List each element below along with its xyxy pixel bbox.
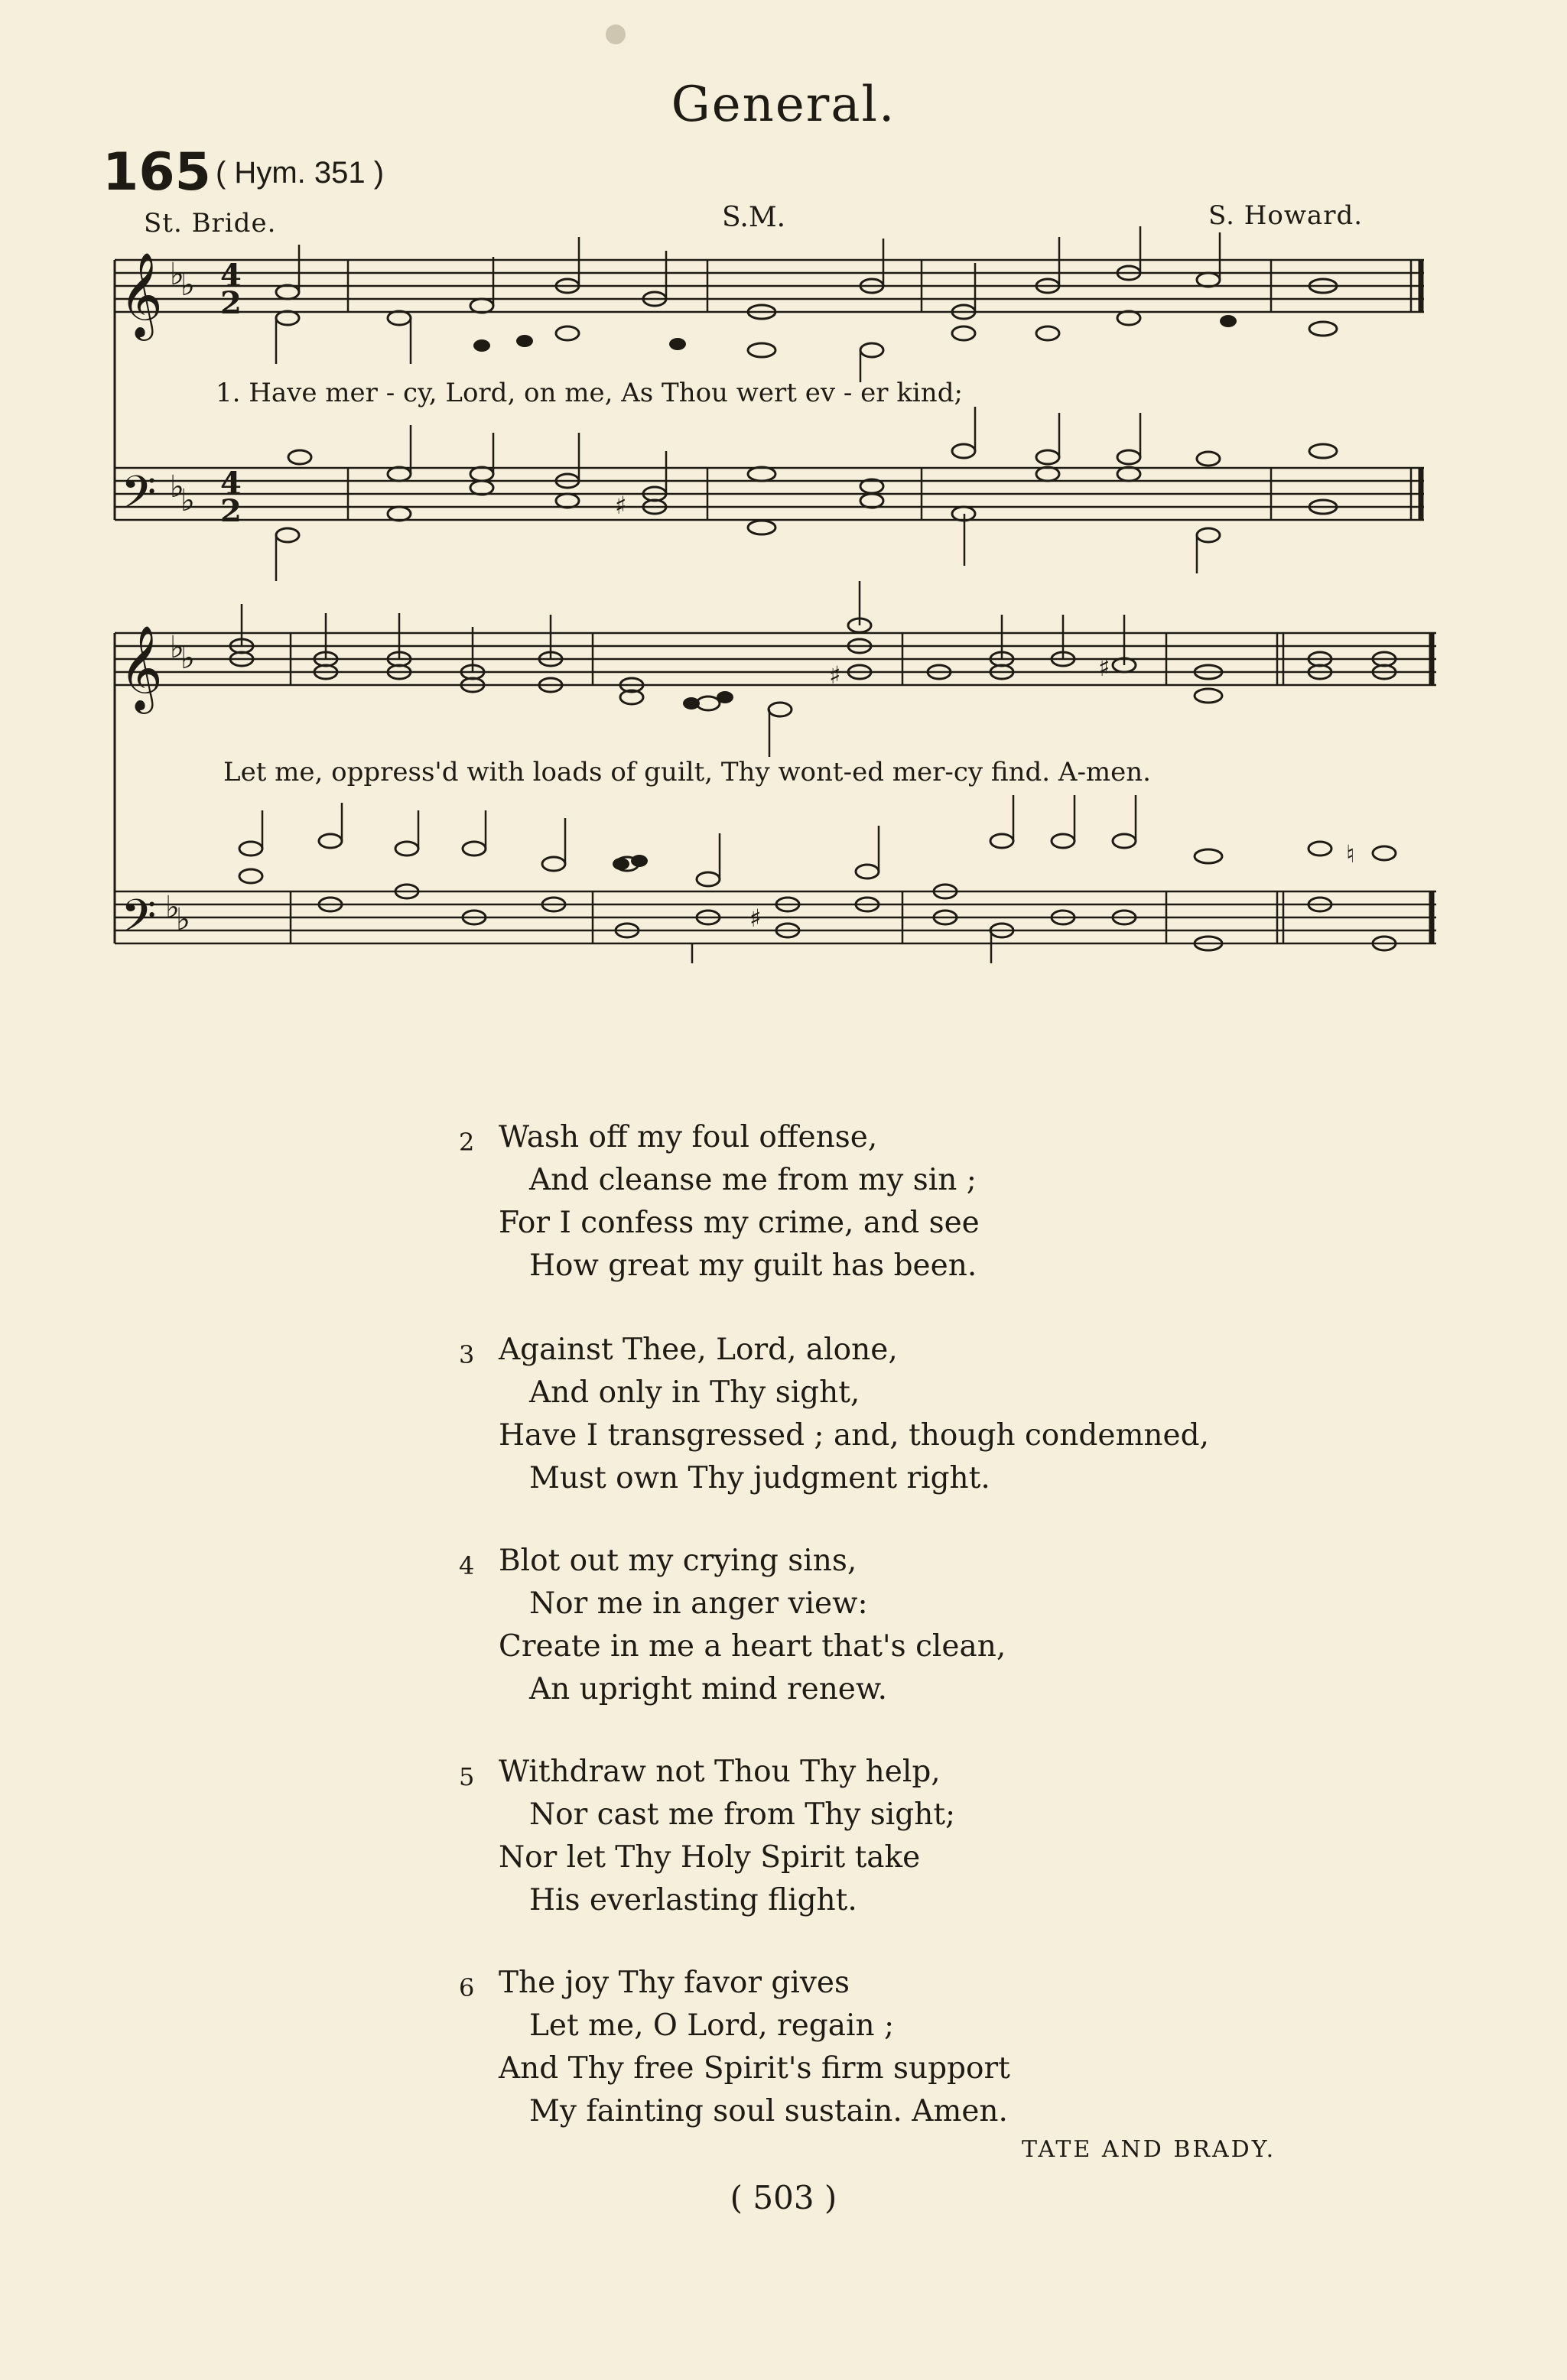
stanza-line: Blot out my crying sins, xyxy=(499,1544,857,1578)
stanza-line: Let me, O Lord, regain ; xyxy=(529,2008,895,2043)
svg-text:♭: ♭ xyxy=(180,268,195,303)
stanza-line: Withdraw not Thou Thy help, xyxy=(499,1755,941,1789)
svg-text:♭: ♭ xyxy=(170,257,184,292)
svg-text:♭: ♭ xyxy=(176,902,190,937)
bass-clef-icon: 𝄢 xyxy=(121,466,157,530)
stanza-line: Create in me a heart that's clean, xyxy=(499,1629,1006,1664)
lyrics-line-2: Let me, oppress'd with loads of guilt, Thy wont-ed mer-cy find. A-men. xyxy=(223,757,1151,787)
time-signature-bottom: 2 xyxy=(220,493,242,529)
stanza-line: For I confess my crime, and see xyxy=(499,1206,980,1240)
accidental-signs xyxy=(615,491,1354,933)
stanza-3 xyxy=(459,1329,1209,1500)
svg-text:♯: ♯ xyxy=(829,661,841,690)
system-1-bass-staff xyxy=(115,468,1424,520)
tune-name: St. Bride. xyxy=(144,208,277,239)
stanza-line: My fainting soul sustain. Amen. xyxy=(529,2094,1008,2128)
treble-clef-icon: 𝄞 xyxy=(119,625,163,710)
svg-text:♭: ♭ xyxy=(180,641,195,676)
hymnal-reference: ( Hym. 351 ) xyxy=(216,156,385,190)
stanza-6 xyxy=(459,1962,1010,2133)
composer: S. Howard. xyxy=(1208,200,1364,231)
stanza-number: 3 xyxy=(459,1340,475,1369)
author-credit: TATE AND BRADY. xyxy=(1022,2136,1276,2163)
page-number: ( 503 ) xyxy=(730,2179,837,2216)
stanza-line: Nor cast me from Thy sight; xyxy=(529,1797,956,1832)
svg-text:♭: ♭ xyxy=(165,890,180,925)
svg-text:♭: ♭ xyxy=(180,483,195,518)
time-signature-top: 4 xyxy=(220,466,242,502)
system-2-treble-staff xyxy=(115,633,1436,685)
stanza-line: Wash off my foul offense, xyxy=(499,1120,878,1154)
stanza-line: Nor let Thy Holy Spirit take xyxy=(499,1840,921,1875)
stanza-number: 6 xyxy=(459,1973,475,2002)
music-score xyxy=(0,0,1567,963)
svg-text:♮: ♮ xyxy=(1346,839,1355,869)
hymn-number: 165 xyxy=(102,142,211,203)
stanza-5 xyxy=(459,1751,955,1922)
svg-text:♯: ♯ xyxy=(615,491,627,520)
stanza-line: His everlasting flight. xyxy=(529,1883,857,1917)
stanza-number: 5 xyxy=(459,1762,475,1791)
stanza-line: And only in Thy sight, xyxy=(529,1375,860,1410)
svg-text:♭: ♭ xyxy=(170,469,184,505)
stanza-2 xyxy=(459,1116,980,1287)
stanza-line: How great my guilt has been. xyxy=(529,1248,977,1283)
noteheads xyxy=(230,266,1396,950)
system-2-bass-staff xyxy=(115,891,1436,943)
meter: S.M. xyxy=(722,202,786,233)
stanza-line: The joy Thy favor gives xyxy=(499,1966,850,2000)
stanza-line: And Thy free Spirit's firm support xyxy=(499,2051,1010,2086)
stanza-line: Have I transgressed ; and, though condemned, xyxy=(499,1418,1209,1453)
svg-text:♯: ♯ xyxy=(1098,653,1110,682)
stanza-line: Against Thee, Lord, alone, xyxy=(499,1333,898,1367)
svg-text:♯: ♯ xyxy=(749,904,762,933)
system-1-treble-staff xyxy=(115,260,1424,312)
bass-clef-icon: 𝄢 xyxy=(121,889,157,953)
stanza-number: 2 xyxy=(459,1128,475,1157)
section-title: General. xyxy=(671,76,896,133)
stanza-line: Nor me in anger view: xyxy=(529,1586,868,1621)
stanza-line: Must own Thy judgment right. xyxy=(529,1461,990,1495)
time-signature-bottom: 2 xyxy=(220,285,242,321)
stanza-number: 4 xyxy=(459,1551,475,1580)
stems xyxy=(242,226,1220,963)
stanza-line: And cleanse me from my sin ; xyxy=(529,1163,977,1197)
time-signature-top: 4 xyxy=(220,258,242,294)
svg-text:♭: ♭ xyxy=(170,630,184,665)
lyrics-line-1: 1. Have mer - cy, Lord, on me, As Thou wert ev - er kind; xyxy=(216,378,963,408)
treble-clef-icon: 𝄞 xyxy=(119,252,163,337)
stanza-line: An upright mind renew. xyxy=(529,1672,888,1706)
stanza-4 xyxy=(459,1540,1006,1711)
